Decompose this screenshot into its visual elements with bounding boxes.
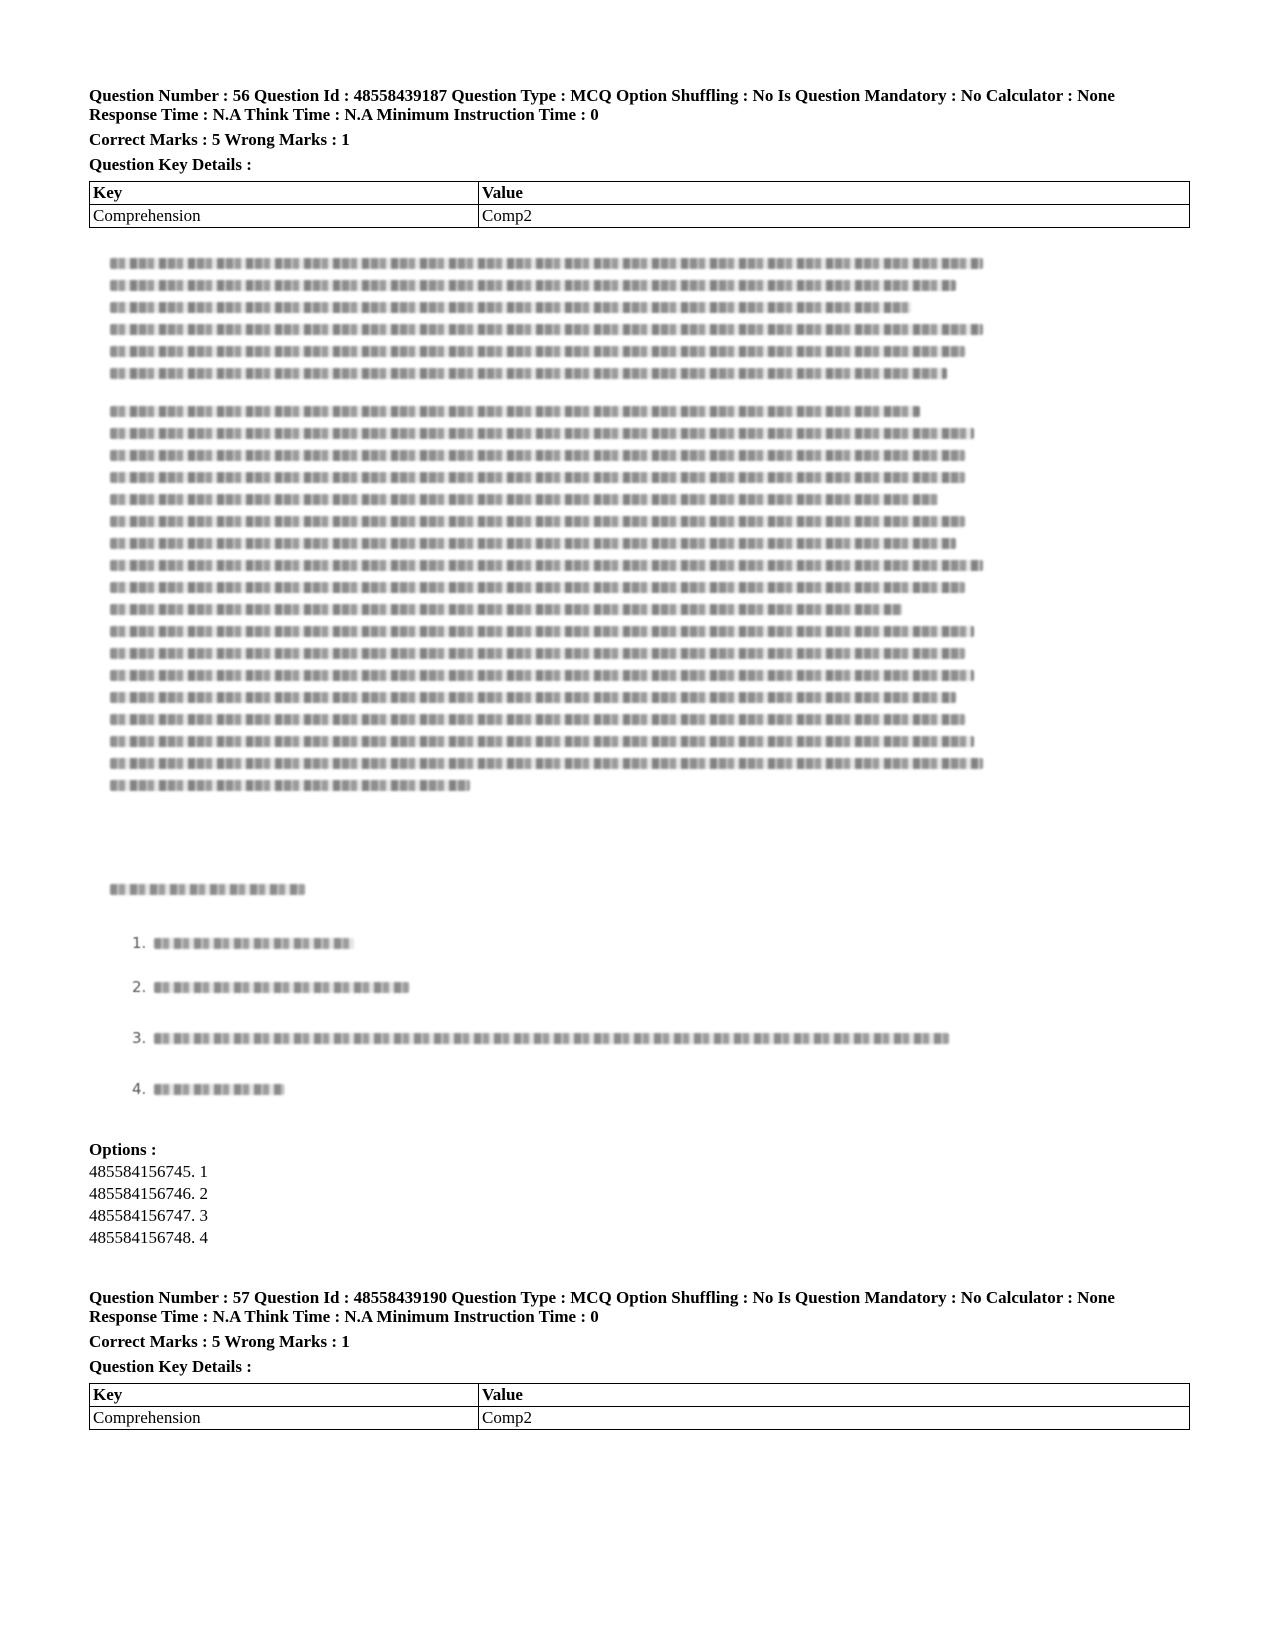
choice-number: 4. [132,1080,147,1098]
table-cell-key: Comprehension [90,1407,479,1430]
choice-number: 3. [132,1029,147,1047]
table-cell-value: Comp2 [479,205,1190,228]
choice-list-scan [132,932,1032,1100]
question-56-header [89,86,1189,174]
option-item: 485584156746. 2 [89,1184,208,1203]
table-header-value: Value [479,182,1190,205]
choice-item [132,1078,1032,1100]
question-prompt-scan [110,884,1010,895]
option-item: 485584156745. 1 [89,1162,208,1181]
choice-item [132,976,1032,998]
marks-line: Correct Marks : 5 Wrong Marks : 1 [89,1332,350,1351]
question-header-line1: Question Number : 56 Question Id : 48558439187 Question Type : MCQ Option Shuffling : No Is Question Mandatory : No Calculator : None [89,86,1115,105]
table-cell-key: Comprehension [90,205,479,228]
passage-paragraph-2 [110,406,1010,791]
key-value-table [89,1383,1190,1430]
option-item: 485584156748. 4 [89,1228,208,1247]
question-57-header [89,1288,1189,1376]
question-header-line1: Question Number : 57 Question Id : 48558439190 Question Type : MCQ Option Shuffling : No Is Question Mandatory : No Calculator : None [89,1288,1115,1307]
passage-paragraph-1 [110,258,1010,379]
question-57-key-table [89,1383,1189,1430]
option-item: 485584156747. 3 [89,1206,208,1225]
table-row [90,205,1190,228]
choice-number: 2. [132,978,147,996]
choice-item [132,1027,1032,1049]
passage-scan-image [110,258,1010,802]
key-value-table [89,181,1190,228]
marks-line: Correct Marks : 5 Wrong Marks : 1 [89,130,350,149]
choice-item [132,932,1032,954]
table-header-value: Value [479,1384,1190,1407]
table-header-key: Key [90,1384,479,1407]
question-header-line2: Response Time : N.A Think Time : N.A Minimum Instruction Time : 0 [89,1307,599,1326]
table-row [90,1407,1190,1430]
table-header-row [90,1384,1190,1407]
table-cell-value: Comp2 [479,1407,1190,1430]
question-header-line2: Response Time : N.A Think Time : N.A Minimum Instruction Time : 0 [89,105,599,124]
key-details-label: Question Key Details : [89,1357,252,1376]
table-header-row [90,182,1190,205]
choice-number: 1. [132,934,147,952]
question-prompt-text [110,884,305,895]
options-title: Options : [89,1140,157,1159]
key-details-label: Question Key Details : [89,155,252,174]
table-header-key: Key [90,182,479,205]
question-56-key-table [89,181,1189,228]
options-section [89,1139,1189,1249]
